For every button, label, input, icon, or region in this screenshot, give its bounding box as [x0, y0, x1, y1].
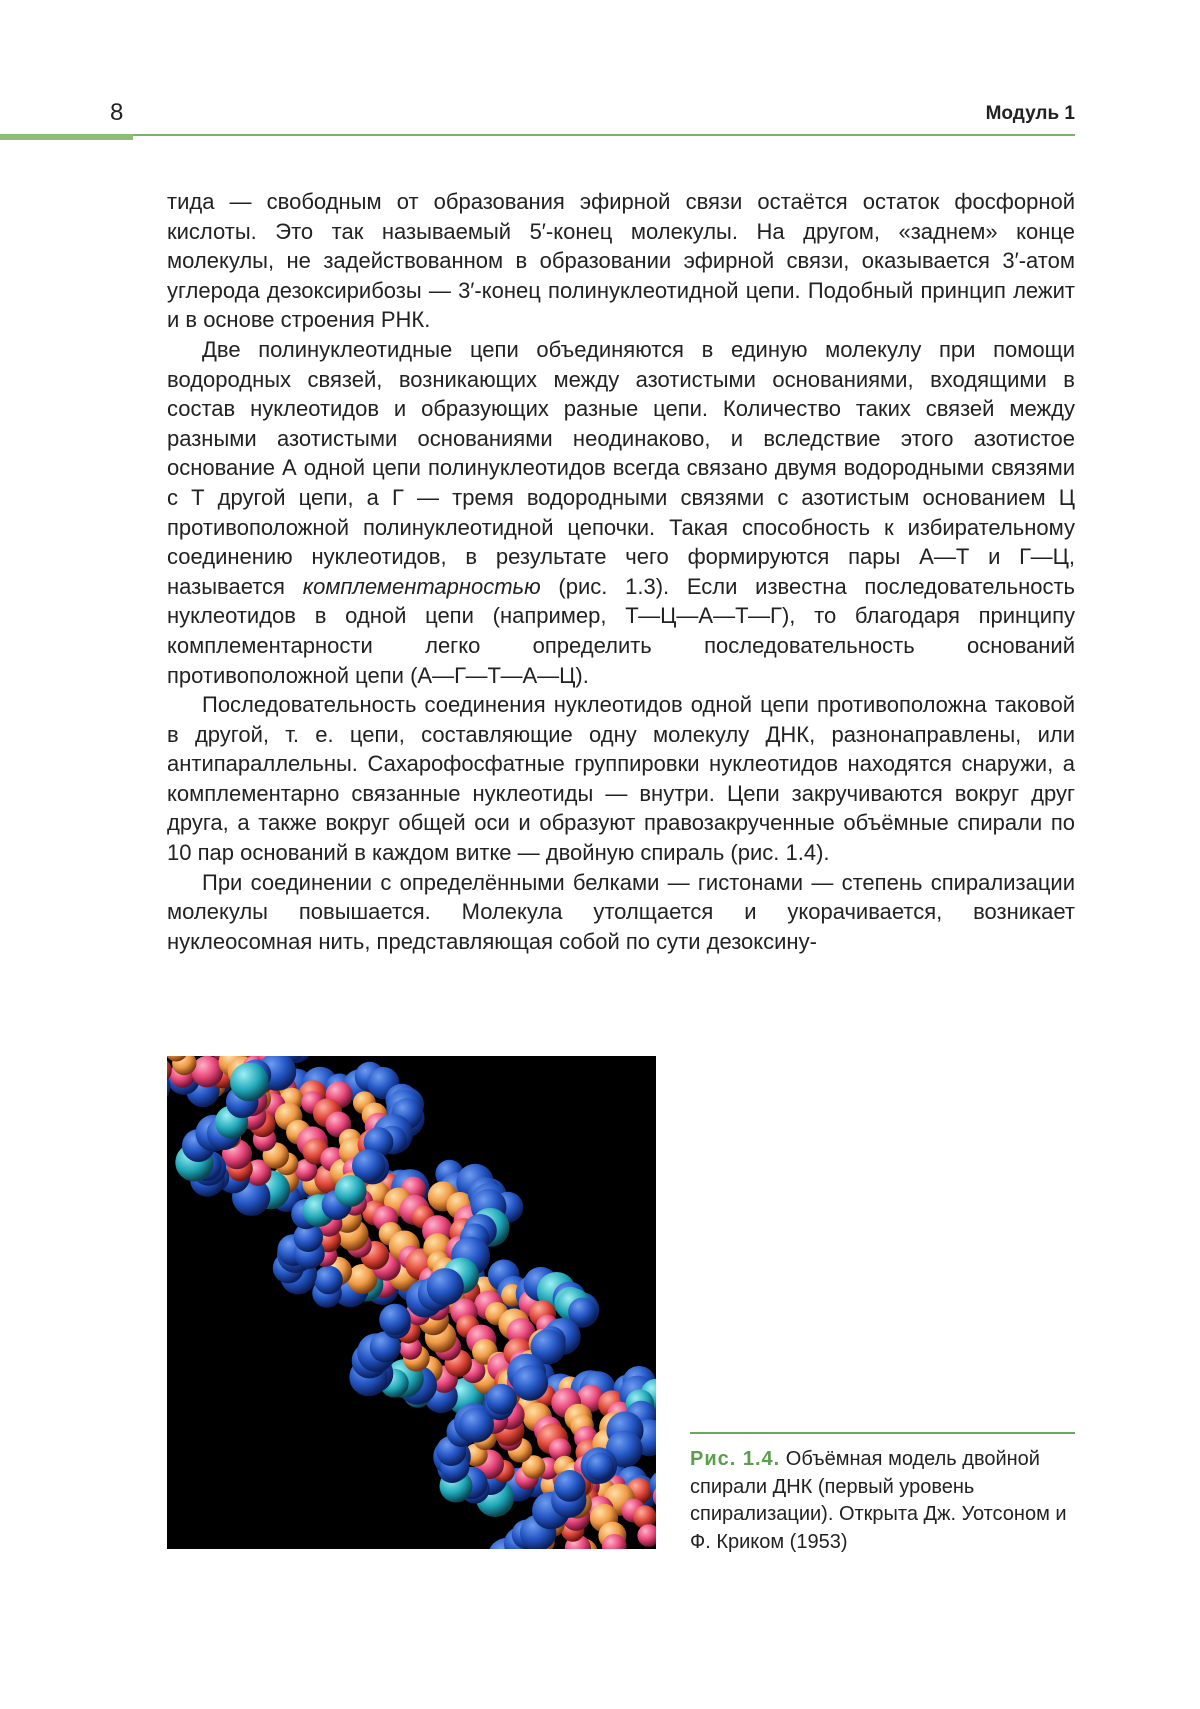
- figure-caption: [690, 1446, 1075, 1556]
- term-complementarity: комплементарностью: [302, 573, 541, 599]
- paragraph-3: Последовательность соединения нуклеотидов одной цепи противоположна таковой в другой, т. е. цепи, составляющие одну молекулу ДНК, разнонаправлены, или антипараллельны. Сахарофосфатные группировки нуклеотидов находятся снаружи, а комплементарно связанные нуклеотиды — внутри. Цепи закручиваются вокруг друг друга, а также вокруг общей оси и образуют правозакрученные объёмные спирали по 10 пар оснований в каждом витке — двойную спираль (рис. 1.4).: [167, 692, 1075, 866]
- paragraph-4: При соединении с определёнными белками — гистонами — степень спирализации молекулы повышается. Молекула утолщается и укорачивается, возникает нуклеосомная нить, представляющая собой по сути дезоксину-: [167, 869, 1075, 954]
- paragraph-1: тида — свободным от образования эфирной связи остаётся остаток фосфорной кислоты. Это так называемый 5′-конец молекулы. На другом, «заднем» конце молекулы, не задействованном в образовании эфирной связи, оказывается 3′-атом углерода дезоксирибозы — 3′-конец полинуклеотидной цепи. Подобный принцип лежит и в основе строения РНК.: [167, 189, 1075, 333]
- dna-double-helix-image: [167, 1056, 656, 1549]
- atom-sphere: [427, 1268, 464, 1305]
- atom-sphere: [554, 1470, 586, 1502]
- header-accent-bar: [0, 134, 133, 140]
- paragraph-2: [167, 335, 1075, 690]
- atom-sphere: [586, 1452, 614, 1480]
- atom-sphere: [513, 1365, 549, 1401]
- paragraph-2-end: (рис. 1.3). Если известна последовательность нуклеотидов в одной цепи (например, Т—Ц—А—Т—Г), то благодаря принципу комплементарности легко определить последовательность оснований противоположной цепи (А—Г—Т—А—Ц).: [167, 573, 1075, 688]
- figure-label: Рис. 1.4.: [690, 1448, 781, 1470]
- figure-caption-text: Объёмная модель двойной спирали ДНК (первый уровень спирализации). Открыта Дж. Уотсоном и Ф. Криком (1953): [690, 1448, 1067, 1553]
- paragraph-2-start: Две полинуклеотидные цепи объединяются в единую молекулу при помощи водородных связей, возникающих между азотистыми основаниями, входящими в состав нуклеотидов и образующих разные цепи. Количество таких связей между разными азотистыми основаниями неодинаково, и вследствие этого азотистое основание А одной цепи полинуклеотидов всегда связано двумя водородными связями с Т другой цепи, а Г — тремя водородными связями с азотистым основанием Ц противоположной полинуклеотидной цепочки. Такая способность к избирательному соединению нуклеотидов, в результате чего формируются пары А—Т и Г—Ц, называется: [167, 336, 1075, 599]
- caption-rule: [690, 1432, 1075, 1434]
- atom-sphere: [379, 1304, 411, 1336]
- atom-sphere: [230, 1063, 269, 1102]
- module-title: Модуль 1: [985, 103, 1075, 124]
- body-text: [167, 187, 1075, 956]
- dna-model-illustration: [167, 1056, 656, 1549]
- atom-sphere: [335, 1175, 367, 1207]
- atom-sphere: [486, 1384, 517, 1415]
- page-number: 8: [110, 99, 124, 126]
- atom-sphere: [192, 1056, 224, 1087]
- header-rule: [0, 134, 1075, 136]
- atom-sphere: [314, 1266, 343, 1295]
